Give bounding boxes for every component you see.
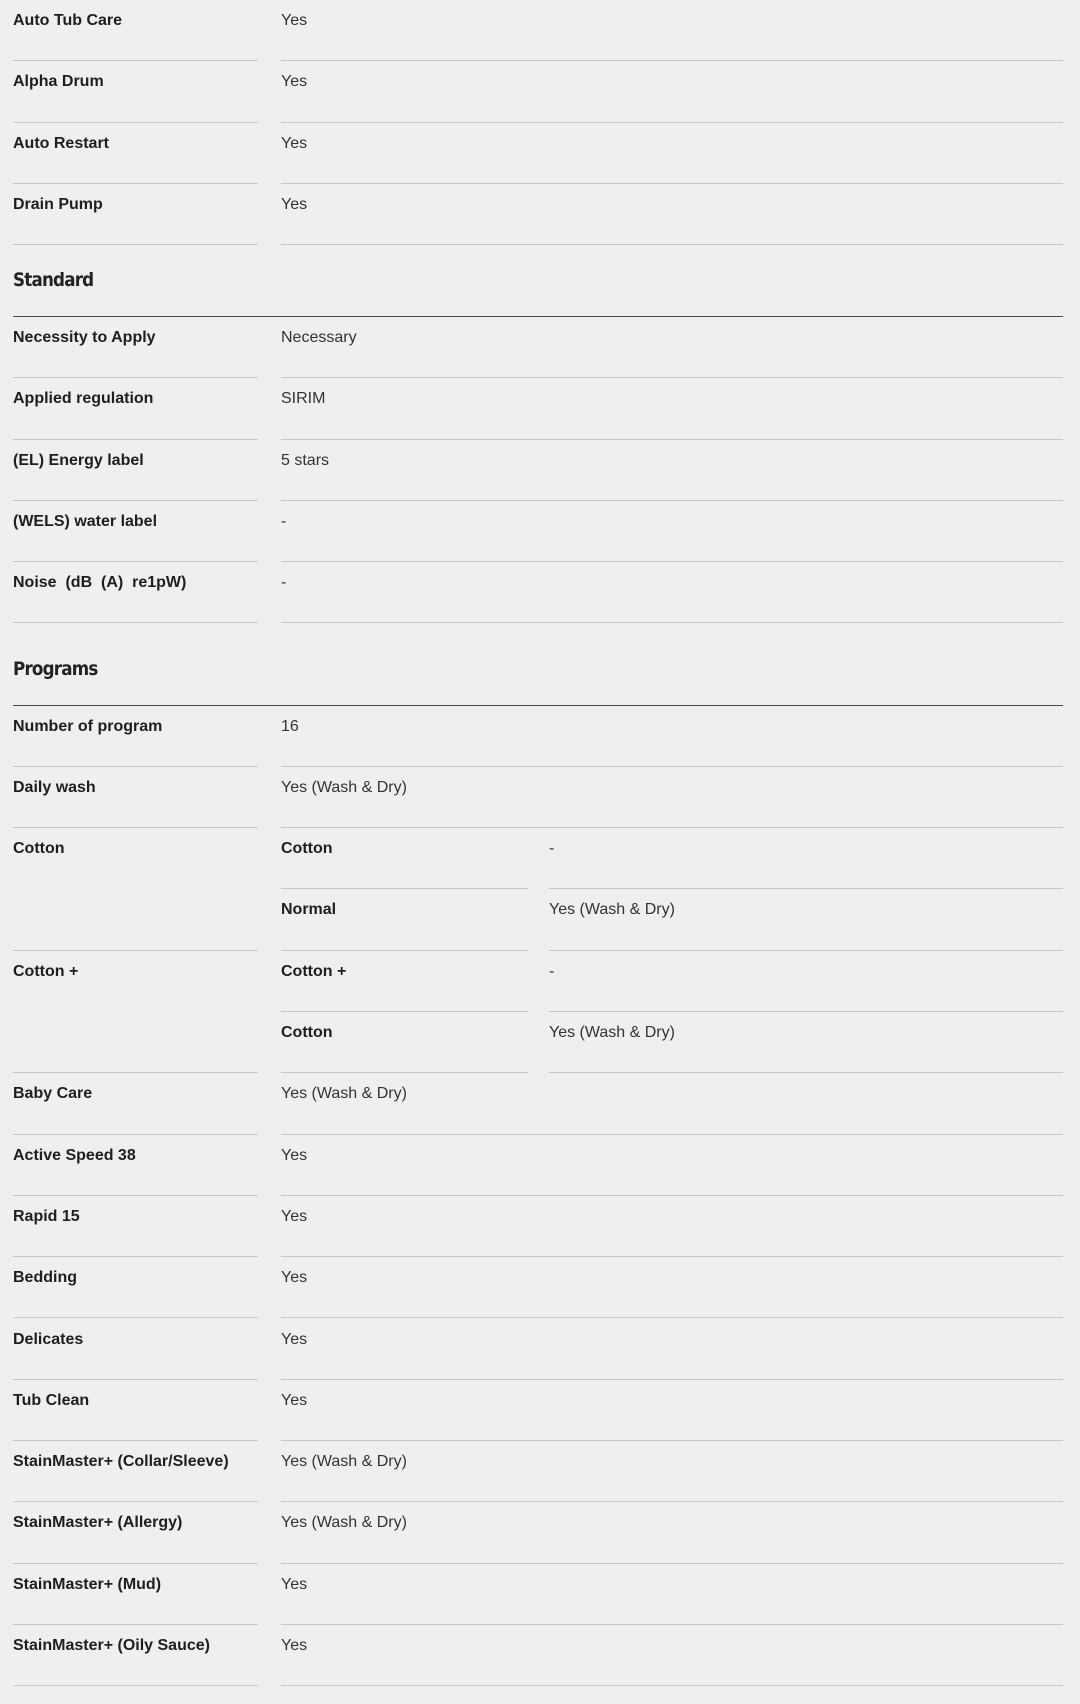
spec-label: Baby Care bbox=[13, 1085, 93, 1103]
spec-value: SIRIM bbox=[281, 390, 326, 408]
spec-label: Active Speed 38 bbox=[13, 1146, 136, 1164]
spec-value: Yes bbox=[281, 1207, 308, 1225]
spec-label: (WELS) water label bbox=[13, 512, 158, 530]
spec-row-baby-care bbox=[0, 1073, 1080, 1134]
spec-row-auto-restart bbox=[0, 123, 1080, 184]
spec-value: Yes (Wash & Dry) bbox=[281, 1085, 407, 1103]
spec-label: StainMaster+ (Collar/Sleeve) bbox=[13, 1453, 229, 1471]
spec-row-stainmaster-collar-sleeve bbox=[0, 1441, 1080, 1502]
spec-row-number-of-program bbox=[0, 706, 1080, 767]
spec-label: StainMaster+ (Allergy) bbox=[13, 1514, 183, 1532]
spec-label: Applied regulation bbox=[13, 390, 154, 408]
spec-row-necessity-to-apply bbox=[0, 317, 1080, 378]
spec-row-auto-tub-care bbox=[0, 0, 1080, 61]
spec-value: Yes bbox=[281, 195, 308, 213]
spec-label: Number of program bbox=[13, 717, 163, 735]
spec-label: Delicates bbox=[13, 1330, 84, 1348]
spec-value: Yes (Wash & Dry) bbox=[281, 1453, 407, 1471]
spec-label: Tub Clean bbox=[13, 1391, 90, 1409]
spec-sublabel: Cotton bbox=[281, 1024, 333, 1041]
spec-value: Yes bbox=[281, 1391, 308, 1409]
spec-subrow-cotton-plus bbox=[0, 951, 1080, 1012]
spec-label: Drain Pump bbox=[13, 195, 103, 213]
section-header-standard bbox=[13, 235, 1063, 317]
spec-value: Yes bbox=[281, 12, 308, 29]
section-header-programs bbox=[13, 624, 1063, 706]
spec-value: Yes (Wash & Dry) bbox=[281, 778, 407, 796]
spec-value: Yes (Wash & Dry) bbox=[549, 1024, 675, 1041]
spec-row-stainmaster-mud bbox=[0, 1564, 1080, 1625]
spec-value: Yes (Wash & Dry) bbox=[549, 901, 675, 919]
spec-row-stainmaster-oily-sauce bbox=[0, 1625, 1080, 1686]
spec-label: Noise (dB (A) re1pW) bbox=[13, 574, 187, 592]
spec-row-tub-clean bbox=[0, 1380, 1080, 1441]
spec-value: Necessary bbox=[281, 329, 357, 346]
spec-value: Yes bbox=[281, 134, 308, 152]
spec-label: Necessity to Apply bbox=[13, 329, 156, 346]
spec-row-bedding bbox=[0, 1257, 1080, 1318]
spec-value: - bbox=[281, 512, 287, 530]
spec-label: Auto Restart bbox=[13, 134, 110, 152]
section-title: Standard bbox=[13, 269, 94, 291]
spec-row-stainmaster-allergy bbox=[0, 1502, 1080, 1563]
spec-value: 16 bbox=[281, 717, 299, 735]
spec-label: Cotton bbox=[13, 840, 65, 858]
spec-value: Yes (Wash & Dry) bbox=[281, 1514, 407, 1532]
spec-value: - bbox=[549, 840, 555, 858]
spec-label: Auto Tub Care bbox=[13, 12, 123, 29]
spec-sublabel: Normal bbox=[281, 901, 337, 919]
spec-row-applied-regulation bbox=[0, 378, 1080, 439]
spec-row-delicates bbox=[0, 1319, 1080, 1380]
spec-label: Cotton + bbox=[13, 962, 79, 980]
spec-row-noise bbox=[0, 562, 1080, 623]
spec-sublabel: Cotton bbox=[281, 840, 333, 858]
spec-label: StainMaster+ (Oily Sauce) bbox=[13, 1637, 210, 1654]
spec-value: Yes bbox=[281, 1637, 308, 1654]
spec-label: Alpha Drum bbox=[13, 73, 104, 91]
spec-label: StainMaster+ (Mud) bbox=[13, 1575, 162, 1593]
spec-value: - bbox=[281, 574, 287, 592]
spec-subrow-normal bbox=[0, 889, 1080, 950]
spec-row-active-speed-38 bbox=[0, 1135, 1080, 1196]
section-title: Programs bbox=[13, 657, 98, 680]
spec-subrow-cotton bbox=[0, 1012, 1080, 1073]
spec-label: (EL) Energy label bbox=[13, 451, 144, 469]
spec-label: Daily wash bbox=[13, 778, 96, 796]
spec-row-rapid-15 bbox=[0, 1196, 1080, 1257]
spec-label: Bedding bbox=[13, 1269, 77, 1287]
spec-subrow-cotton bbox=[0, 828, 1080, 889]
spec-row-daily-wash bbox=[0, 767, 1080, 828]
spec-label: Rapid 15 bbox=[13, 1207, 80, 1225]
spec-value: Yes bbox=[281, 1330, 308, 1348]
spec-value: Yes bbox=[281, 1269, 308, 1287]
spec-value: 5 stars bbox=[281, 451, 330, 469]
spec-value: Yes bbox=[281, 1575, 308, 1593]
spec-row-energy-label bbox=[0, 440, 1080, 501]
spec-row-alpha-drum bbox=[0, 61, 1080, 122]
spec-row-water-label bbox=[0, 501, 1080, 562]
spec-value: Yes bbox=[281, 1146, 308, 1164]
spec-sublabel: Cotton + bbox=[281, 962, 347, 980]
spec-value: Yes bbox=[281, 73, 308, 91]
spec-value: - bbox=[549, 962, 555, 980]
